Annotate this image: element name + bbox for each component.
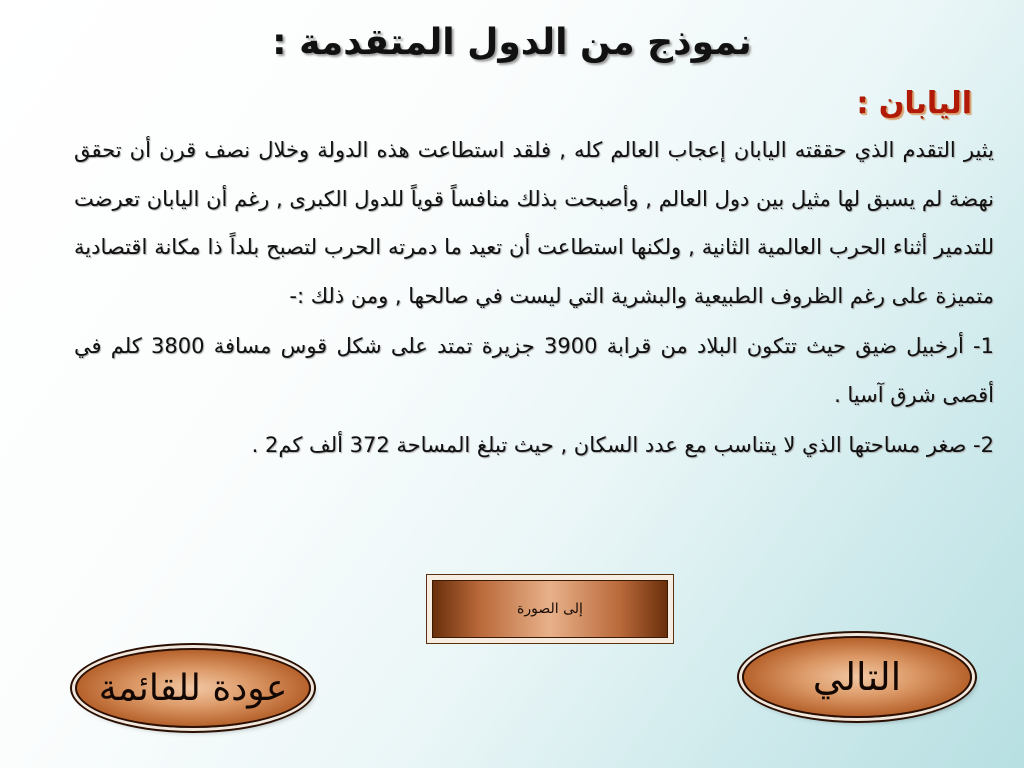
next-button[interactable] — [742, 636, 972, 718]
to-picture-label: إلى الصورة — [432, 580, 668, 638]
back-to-menu-label: عودة للقائمة — [98, 667, 288, 709]
to-picture-button[interactable] — [426, 574, 674, 644]
back-to-menu-button[interactable] — [75, 648, 311, 728]
next-label: التالي — [812, 655, 902, 699]
point-2-paragraph: 2- صغر مساحتها الذي لا يتناسب مع عدد السكان , حيث تبلغ المساحة 372 ألف كم2 . — [251, 433, 994, 457]
body-text — [74, 126, 994, 472]
intro-paragraph: يثير التقدم الذي حققته اليابان إعجاب العالم كله , فلقد استطاعت هذه الدولة وخلال نصف قرن أن تحقق نهضة لم يسبق لها مثيل بين دول العالم , وأصبحت بذلك منافساً قوياً للدول الكبرى , رغم أن اليابان تعرضت للتدمير أثناء الحرب العالمية الثانية , ولكنها استطاعت أن تعيد ما دمرته الحرب لتصبح بلداً ذا مكانة اقتصادية متميزة على رغم الظروف الطبيعية والبشرية التي ليست في صالحها , ومن ذلك :- — [74, 138, 994, 308]
slide-title: نموذج من الدول المتقدمة : — [272, 22, 752, 63]
section-title: اليابان : — [856, 86, 972, 121]
point-1-paragraph: 1- أرخبيل ضيق حيث تتكون البلاد من قرابة 3900 جزيرة تمتد على شكل قوس مسافة 3800 كلم في أقصى شرق آسيا . — [74, 334, 994, 407]
